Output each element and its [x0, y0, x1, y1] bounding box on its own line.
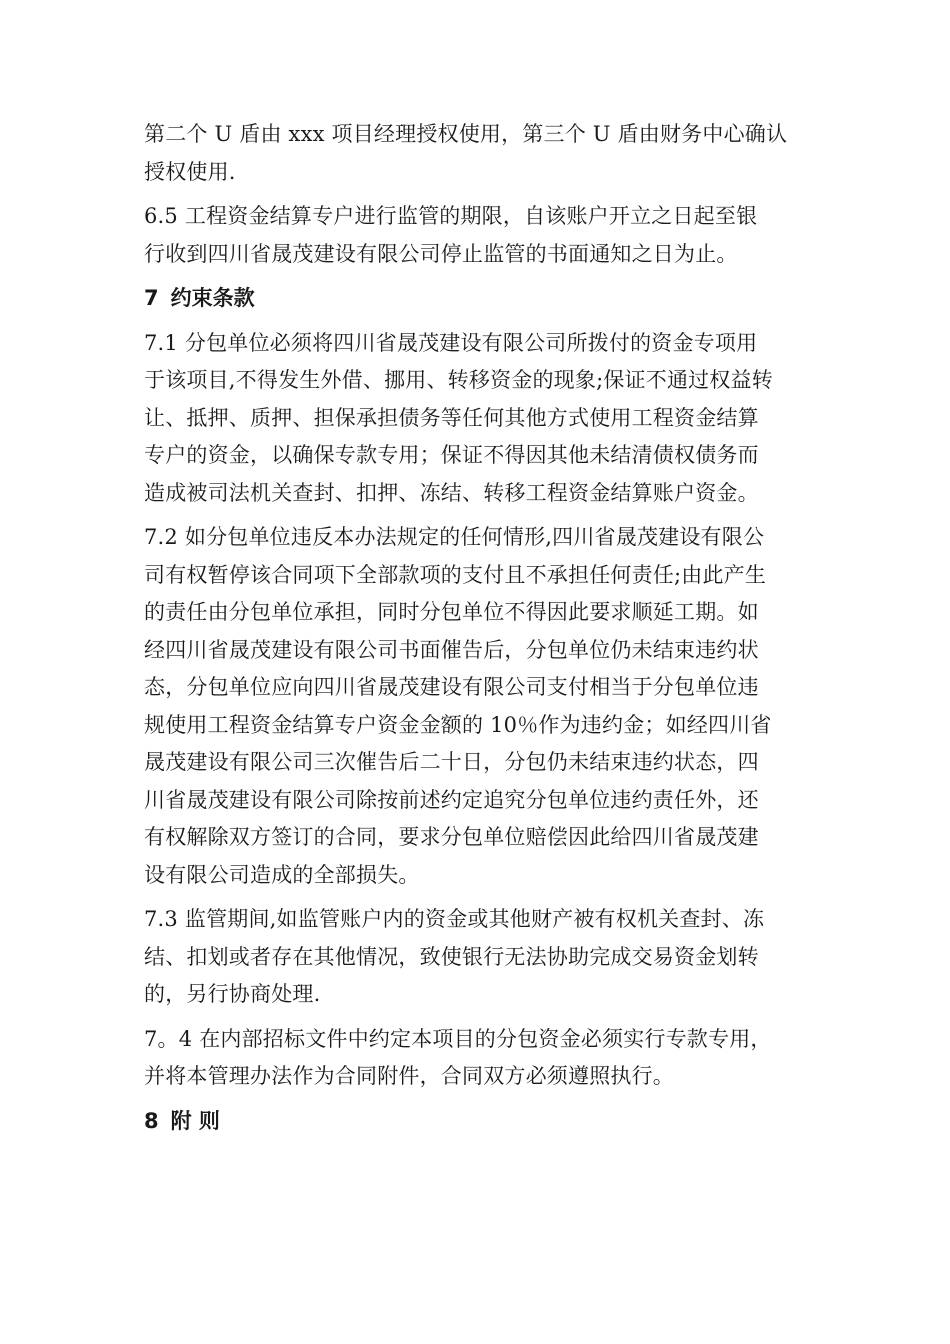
text-line: 让、抵押、质押、担保承担债务等任何其他方式使用工程资金结算: [144, 405, 759, 430]
text-line: 第二个 U 盾由 xxx 项目经理授权使用，第三个 U 盾由财务中心确认: [144, 122, 788, 146]
text-line: 授权使用.: [144, 159, 236, 184]
section-heading-8: [144, 1103, 820, 1141]
text-line: 结、扣划或者存在其他情况，致使银行无法协助完成交易资金划转: [144, 944, 759, 969]
text-line: 的，另行协商处理.: [144, 982, 321, 1006]
document-page: [144, 116, 820, 1147]
text-line: 态，分包单位应向四川省晟茂建设有限公司支付相当于分包单位违: [144, 675, 759, 699]
paragraph-6-5: [144, 198, 820, 273]
paragraph-7-2: [144, 519, 820, 894]
paragraph-7-1: [144, 325, 820, 513]
text-line: 司有权暂停该合同项下全部款项的支付且不承担任何责任;由此产生: [144, 562, 767, 587]
text-line: 于该项目,不得发生外借、挪用、转移资金的现象;保证不通过权益转: [144, 368, 773, 392]
text-line: 规使用工程资金结算专户资金金额的 10％作为违约金；如经四川省: [144, 712, 772, 737]
text-line: 专户的资金，以确保专款专用；保证不得因其他未结清债权债务而: [144, 443, 759, 467]
text-line: 7.3 监管期间,如监管账户内的资金或其他财产被有权机关查封、冻: [144, 907, 765, 931]
paragraph-6-4-continued: [144, 116, 820, 191]
text-line: 设有限公司造成的全部损失。: [144, 862, 420, 887]
paragraph-7-3: [144, 901, 820, 1014]
text-line: 6.5 工程资金结算专户进行监管的期限，自该账户开立之日起至银: [144, 204, 758, 228]
section-title: 附 则: [170, 1108, 220, 1133]
text-line: 并将本管理办法作为合同附件，合同双方必须遵照执行。: [144, 1064, 674, 1088]
text-line: 经四川省晟茂建设有限公司书面催告后，分包单位仍未结束违约状: [144, 637, 759, 662]
text-line: 7.2 如分包单位违反本办法规定的任何情形,四川省晟茂建设有限公: [144, 525, 765, 549]
text-line: 造成被司法机关查封、扣押、冻结、转移工程资金结算账户资金。: [144, 480, 759, 505]
section-title: 约束条款: [170, 286, 255, 310]
text-line: 川省晟茂建设有限公司除按前述约定追究分包单位违约责任外，还: [144, 787, 759, 812]
text-line: 7.1 分包单位必须将四川省晟茂建设有限公司所拨付的资金专项用: [144, 330, 758, 355]
text-line: 有权解除双方签订的合同，要求分包单位赔偿因此给四川省晟茂建: [144, 825, 759, 849]
section-number: 8: [144, 1108, 159, 1133]
text-line: 7。4 在内部招标文件中约定本项目的分包资金必须实行专款专用，: [144, 1026, 772, 1051]
section-number: 7: [144, 286, 159, 310]
text-line: 晟茂建设有限公司三次催告后二十日，分包仍未结束违约状态，四: [144, 750, 759, 774]
text-line: 的责任由分包单位承担，同时分包单位不得因此要求顺延工期。如: [144, 600, 759, 624]
text-line: 行收到四川省晟茂建设有限公司停止监管的书面通知之日为止。: [144, 241, 738, 266]
section-heading-7: [144, 280, 820, 318]
paragraph-7-4: [144, 1021, 820, 1096]
